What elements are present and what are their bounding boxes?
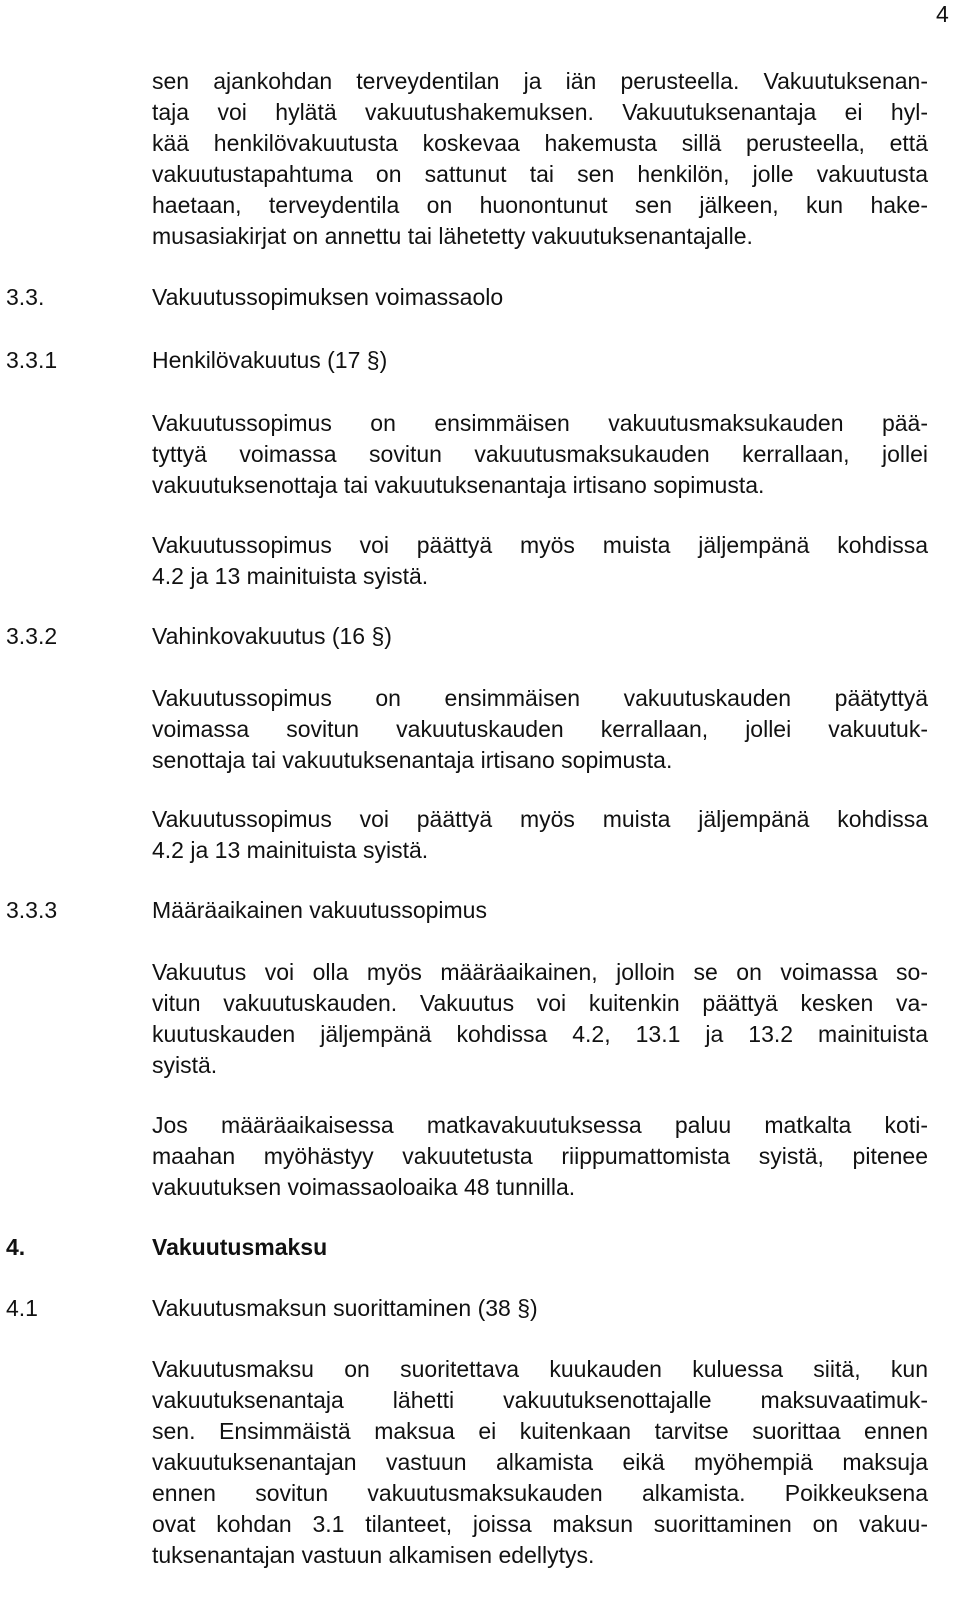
section-title: Vakuutusmaksun suorittaminen (38 §): [152, 1295, 538, 1321]
paragraph-line: 4.2 ja 13 mainituista syistä.: [152, 837, 429, 863]
paragraph-line: syistä.: [152, 1052, 218, 1078]
section-number: 4.1: [6, 1295, 38, 1321]
paragraph-line: voimassa sovitun vakuutuskauden kerrallaan, jollei vakuutuk-: [152, 716, 928, 742]
section-number: 3.3.2: [6, 623, 58, 649]
paragraph-line: Vakuutussopimus on ensimmäisen vakuutuskauden päätyttyä: [152, 685, 928, 711]
paragraph-line: vitun vakuutuskauden. Vakuutus voi kuitenkin päättyä kesken va-: [152, 990, 928, 1016]
section-number: 3.3.1: [6, 347, 58, 373]
paragraph-line: vakuutuksenantajan vastuun alkamista eikä myöhempiä maksuja: [152, 1449, 928, 1475]
paragraph-line: Vakuutus voi olla myös määräaikainen, jolloin se on voimassa so-: [152, 959, 928, 985]
paragraph-line: vakuutuksen voimassaoloaika 48 tunnilla.: [152, 1174, 576, 1200]
paragraph-line: kuutuskauden jäljempänä kohdissa 4.2, 13.1 ja 13.2 mainituista: [152, 1021, 928, 1047]
paragraph-line: tyttyä voimassa sovitun vakuutusmaksukauden kerrallaan, jollei: [152, 441, 928, 467]
paragraph-line: ovat kohdan 3.1 tilanteet, joissa maksun suorittaminen on vakuu-: [152, 1511, 928, 1537]
paragraph-line: Jos määräaikaisessa matkavakuutuksessa paluu matkalta koti-: [152, 1112, 928, 1138]
section-title: Vahinkovakuutus (16 §): [152, 623, 392, 649]
paragraph-line: taja voi hylätä vakuutushakemuksen. Vakuutuksenantaja ei hyl-: [152, 99, 928, 125]
paragraph-line: senottaja tai vakuutuksenantaja irtisano sopimusta.: [152, 747, 673, 773]
paragraph-line: haetaan, terveydentila on huonontunut sen jälkeen, kun hake-: [152, 192, 928, 218]
paragraph-line: Vakuutussopimus on ensimmäisen vakuutusmaksukauden pää-: [152, 410, 928, 436]
section-title: Määräaikainen vakuutussopimus: [152, 897, 487, 923]
paragraph-line: 4.2 ja 13 mainituista syistä.: [152, 563, 429, 589]
paragraph-line: vakuutuksenantaja lähetti vakuutuksenottajalle maksuvaatimuk-: [152, 1387, 928, 1413]
paragraph-line: kää henkilövakuutusta koskevaa hakemusta sillä perusteella, että: [152, 130, 928, 156]
paragraph-line: Vakuutusmaksu on suoritettava kuukauden kuluessa siitä, kun: [152, 1356, 928, 1382]
paragraph-line: ennen sovitun vakuutusmaksukauden alkamista. Poikkeuksena: [152, 1480, 928, 1506]
paragraph-line: tuksenantajan vastuun alkamisen edellytys.: [152, 1542, 595, 1568]
paragraph-line: vakuutuksenottaja tai vakuutuksenantaja irtisano sopimusta.: [152, 472, 765, 498]
page-number: 4: [936, 1, 949, 27]
section-title: Vakuutussopimuksen voimassaolo: [152, 284, 504, 310]
paragraph-line: sen ajankohdan terveydentilan ja iän perusteella. Vakuutuksenan-: [152, 68, 928, 94]
section-number: 3.3.: [6, 284, 45, 310]
section-number: 4.: [6, 1234, 26, 1260]
section-number: 3.3.3: [6, 897, 58, 923]
paragraph-line: musasiakirjat on annettu tai lähetetty vakuutuksenantajalle.: [152, 223, 753, 249]
paragraph-line: Vakuutussopimus voi päättyä myös muista jäljempänä kohdissa: [152, 806, 928, 832]
paragraph-line: maahan myöhästyy vakuutetusta riippumattomista syistä, pitenee: [152, 1143, 928, 1169]
section-title: Henkilövakuutus (17 §): [152, 347, 388, 373]
paragraph-line: vakuutustapahtuma on sattunut tai sen henkilön, jolle vakuutusta: [152, 161, 928, 187]
section-title: Vakuutusmaksu: [152, 1234, 328, 1260]
paragraph-line: Vakuutussopimus voi päättyä myös muista jäljempänä kohdissa: [152, 532, 928, 558]
paragraph-line: sen. Ensimmäistä maksua ei kuitenkaan tarvitse suorittaa ennen: [152, 1418, 928, 1444]
